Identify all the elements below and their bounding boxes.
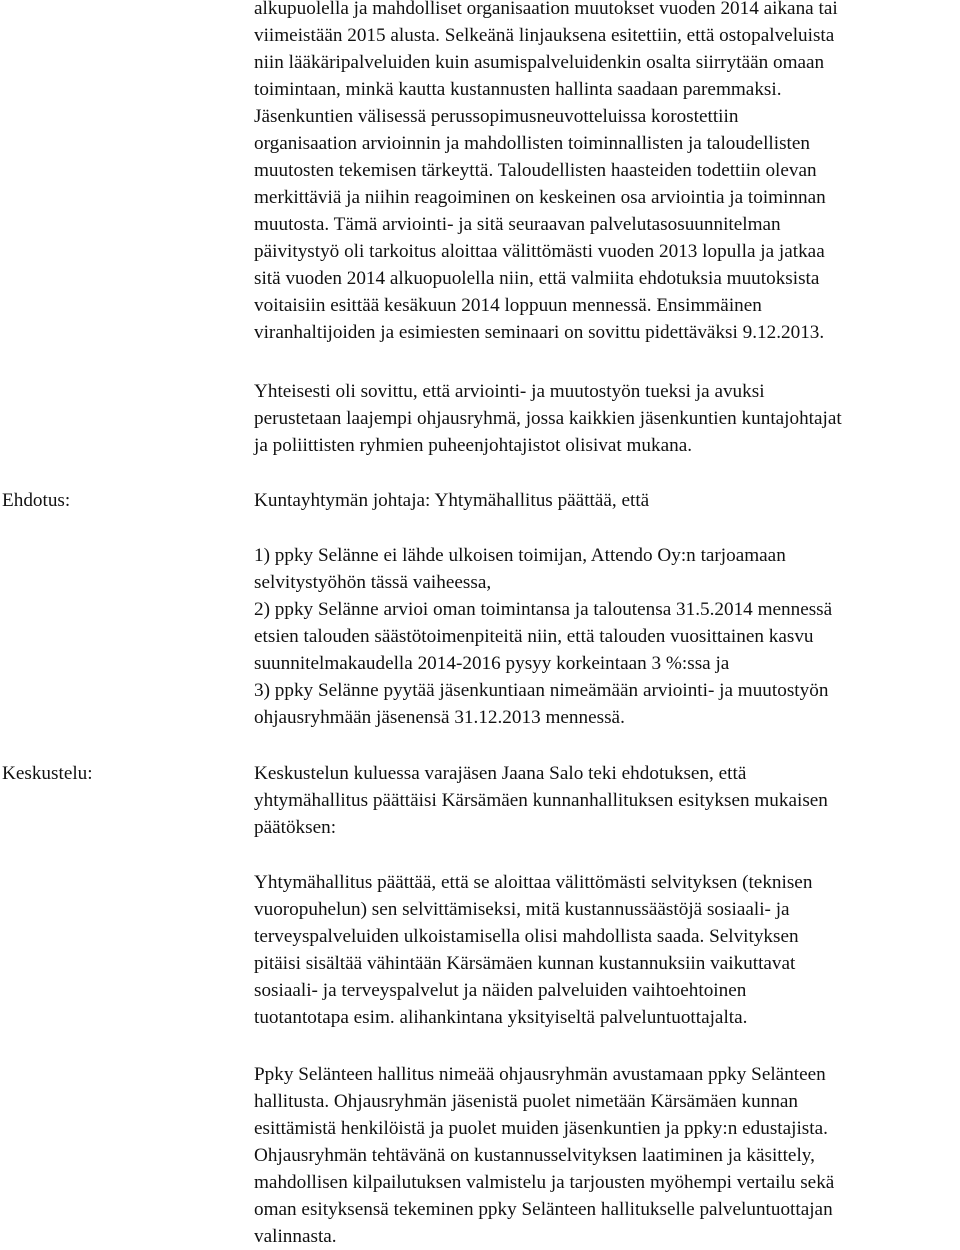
keskustelu-paragraph-2 (254, 869, 954, 1031)
text-line: muutosta. Tämä arviointi- ja sitä seuraavan palvelutasosuunnitelman (254, 214, 781, 235)
text-line: oman esityksensä tekeminen ppky Selänteen hallitukselle palveluntuottajan (254, 1199, 833, 1220)
list-item: ohjausryhmään jäsenensä 31.12.2013 mennessä. (254, 707, 625, 728)
text-line: viranhaltijoiden ja esimiesten seminaari on sovittu pidettäväksi 9.12.2013. (254, 322, 825, 343)
text-line: pitäisi sisältää vähintään Kärsämäen kunnan kustannuksiin vaikuttavat (254, 953, 796, 974)
text-line: terveyspalveluiden ulkoistamisella olisi mahdollista saada. Selvityksen (254, 926, 799, 947)
text-line: toimintaan, minkä kautta kustannusten hallinta saadaan paremmaksi. (254, 79, 782, 100)
text-line: muutosten tekemisen tärkeyttä. Taloudellisten haasteiden todettiin olevan (254, 160, 817, 181)
list-item: 2) ppky Selänne arvioi oman toimintansa ja taloutensa 31.5.2014 mennessä (254, 599, 833, 620)
text-line: mahdollisen kilpailutuksen valmistelu ja tarjousten myöhempi vertailu sekä (254, 1172, 835, 1193)
keskustelu-label: Keskustelu: (2, 763, 93, 784)
text-line: sitä vuoden 2014 alkuopuolella niin, että valmiita ehdotuksia muutoksista (254, 268, 820, 289)
paragraph-steering-group (254, 378, 954, 459)
text-line: sosiaali- ja terveyspalvelut ja näiden palveluiden vaihtoehtoinen (254, 980, 747, 1001)
ehdotus-items (254, 542, 954, 731)
text-line: yhtymähallitus päättäisi Kärsämäen kunnanhallituksen esityksen mukaisen (254, 790, 828, 811)
text-line: ja poliittisten ryhmien puheenjohtajistot olisivat mukana. (254, 435, 693, 456)
text-line: hallitusta. Ohjausryhmän jäsenistä puolet nimetään Kärsämäen kunnan (254, 1091, 799, 1112)
paragraph-continuation (254, 0, 954, 346)
text-line: perustetaan laajempi ohjausryhmä, jossa kaikkien jäsenkuntien kuntajohtajat (254, 408, 842, 429)
text-line: valinnasta. (254, 1226, 337, 1247)
text-line: tuotantotapa esim. alihankintana yksityiseltä palveluntuottajalta. (254, 1007, 748, 1028)
text-line: Yhtymähallitus päättää, että se aloittaa välittömästi selvityksen (teknisen (254, 872, 813, 893)
text-line: niin lääkäripalveluiden kuin asumispalveluidenkin osalta siirrytään omaan (254, 52, 825, 73)
ehdotus-label: Ehdotus: (2, 490, 71, 511)
text-line: päätöksen: (254, 817, 337, 838)
text-line: päivitystyö oli tarkoitus aloittaa välittömästi vuoden 2013 lopulla ja jatkaa (254, 241, 825, 262)
text-line: organisaation arvioinnin ja mahdollisten toiminnallisten ja taloudellisten (254, 133, 810, 154)
text-line: esittämistä henkilöistä ja puolet muiden jäsenkuntien ja ppky:n edustajista. (254, 1118, 828, 1139)
text-line: Kuntayhtymän johtaja: Yhtymähallitus päättää, että (254, 490, 650, 511)
keskustelu-paragraph-1 (254, 760, 954, 841)
text-line: Ppky Selänteen hallitus nimeää ohjausryhmän avustamaan ppky Selänteen (254, 1064, 826, 1085)
list-item: 3) ppky Selänne pyytää jäsenkuntiaan nimeämään arviointi- ja muutostyön (254, 680, 829, 701)
text-line: Keskustelun kuluessa varajäsen Jaana Salo teki ehdotuksen, että (254, 763, 747, 784)
text-line: vuoropuhelun) sen selvittämiseksi, mitä kustannussäästöjä sosiaali- ja (254, 899, 790, 920)
text-line: voitaisiin esittää kesäkuun 2014 loppuun mennessä. Ensimmäinen (254, 295, 762, 316)
list-item: selvitystyöhön tässä vaiheessa, (254, 572, 492, 593)
text-line: merkittäviä ja niihin reagoiminen on keskeinen osa arviointia ja toiminnan (254, 187, 826, 208)
text-line: viimeistään 2015 alusta. Selkeänä linjauksena esitettiin, että ostopalveluista (254, 25, 835, 46)
text-line: alkupuolella ja mahdolliset organisaation muutokset vuoden 2014 aikana tai (254, 0, 838, 19)
keskustelu-paragraph-3 (254, 1061, 954, 1250)
text-line: Ohjausryhmän tehtävänä on kustannusselvityksen laatiminen ja käsittely, (254, 1145, 815, 1166)
list-item: suunnitelmakaudella 2014-2016 pysyy korkeintaan 3 %:ssa ja (254, 653, 730, 674)
text-line: Jäsenkuntien välisessä perussopimusneuvotteluissa korostettiin (254, 106, 739, 127)
list-item: etsien talouden säästötoimenpiteitä niin, että talouden vuosittainen kasvu (254, 626, 814, 647)
list-item: 1) ppky Selänne ei lähde ulkoisen toimijan, Attendo Oy:n tarjoamaan (254, 545, 786, 566)
text-line: Yhteisesti oli sovittu, että arviointi- ja muutostyön tueksi ja avuksi (254, 381, 765, 402)
ehdotus-intro (254, 487, 954, 514)
